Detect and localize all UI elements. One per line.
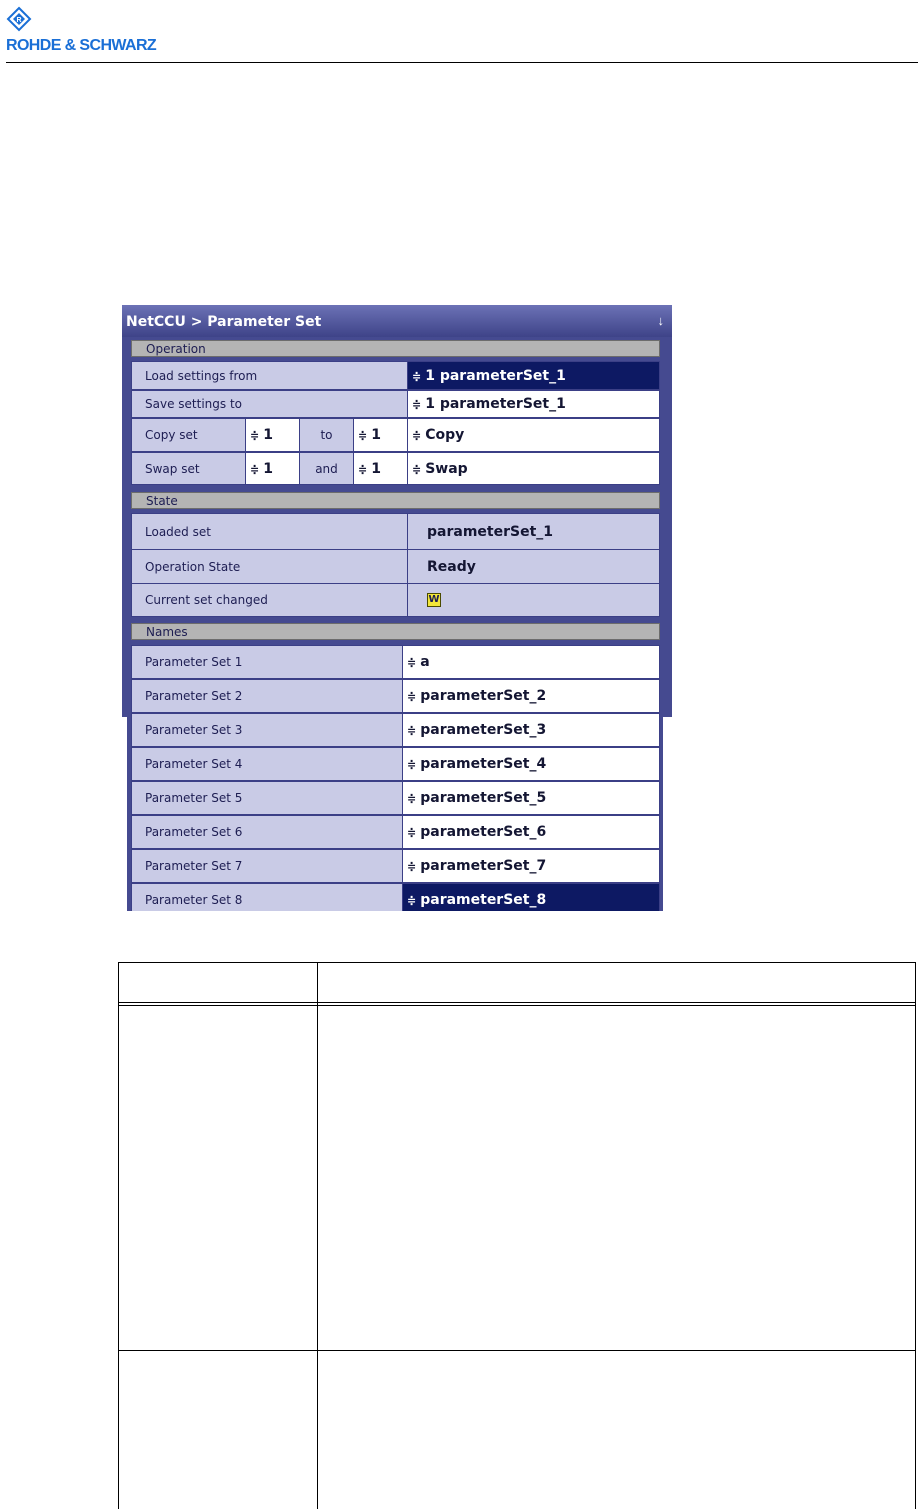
parameter-set-name-input[interactable]: ≑ parameterSet_5 [402,781,660,815]
spinner-icon: ≑ [412,369,422,383]
parameter-set-name-input[interactable]: ≑ parameterSet_4 [402,747,660,781]
save-settings-select[interactable]: ≑ 1 parameterSet_1 [407,390,660,418]
row-parameter-set-5 [131,781,660,815]
loaded-set-label: Loaded set [131,513,408,550]
rs-diamond-icon [6,6,32,34]
current-set-changed-label: Current set changed [131,583,408,617]
description-table [118,962,916,1509]
parameter-set-name-input[interactable]: ≑ parameterSet_7 [402,849,660,883]
copy-to-label: to [299,418,354,452]
section-title: State [146,494,178,508]
parameter-set-name-input[interactable]: ≑ parameterSet_2 [402,679,660,713]
section-header-state [131,492,660,509]
loaded-set-value: parameterSet_1 [407,513,660,550]
spinner-icon: ≑ [358,429,368,442]
row-copy-set [131,418,660,452]
row-parameter-set-2 [131,679,660,713]
brand-name: ROHDE & SCHWARZ [6,37,157,54]
row-parameter-set-6 [131,815,660,849]
swap-button[interactable]: ≑ Swap [407,452,660,485]
parameter-set-name-input[interactable]: ≑ a [402,645,660,679]
spinner-icon: ≑ [250,429,260,442]
section-header-operation [131,340,660,357]
panel-edge-left [122,717,127,911]
collapse-arrow-icon[interactable]: ↓ [657,313,664,328]
parameter-set-label: Parameter Set 3 [131,713,403,747]
panel-edge-right [663,717,672,911]
copy-from-select[interactable]: ≑ 1 [245,418,300,452]
table-row-divider [118,1350,916,1351]
header-rule [6,62,918,63]
swap-to-select[interactable]: ≑ 1 [353,452,408,485]
panel-title: NetCCU > Parameter Set [126,314,322,330]
operation-state-label: Operation State [131,549,408,584]
copy-to-select[interactable]: ≑ 1 [353,418,408,452]
spinner-icon: ≑ [407,758,417,771]
swap-and-label: and [299,452,354,485]
spinner-icon: ≑ [407,894,417,907]
netccu-parameter-set-panel [122,305,672,911]
row-parameter-set-4 [131,747,660,781]
operation-state-value: Ready [407,549,660,584]
swap-from-select[interactable]: ≑ 1 [245,452,300,485]
parameter-set-name-input[interactable]: ≑ parameterSet_3 [402,713,660,747]
section-title: Operation [146,342,206,356]
svg-text:R: R [16,17,22,24]
save-settings-label: Save settings to [131,390,408,418]
parameter-set-label: Parameter Set 2 [131,679,403,713]
row-loaded-set [131,513,660,550]
parameter-set-label: Parameter Set 6 [131,815,403,849]
spinner-icon: ≑ [407,656,417,669]
parameter-set-label: Parameter Set 7 [131,849,403,883]
row-parameter-set-8 [131,883,660,911]
copy-set-label: Copy set [131,418,246,452]
parameter-set-label: Parameter Set 8 [131,883,403,911]
spinner-icon: ≑ [407,690,417,703]
table-border-top [118,962,916,963]
swap-set-label: Swap set [131,452,246,485]
table-column-divider [317,962,318,1509]
spinner-icon: ≑ [412,429,422,442]
load-settings-select[interactable]: ≑ 1 parameterSet_1 [407,361,660,390]
spinner-icon: ≑ [407,826,417,839]
spinner-icon: ≑ [412,398,422,411]
row-operation-state [131,549,660,584]
parameter-set-label: Parameter Set 5 [131,781,403,815]
current-set-changed-cell [407,583,660,617]
spinner-icon: ≑ [250,462,260,476]
row-swap-set [131,452,660,485]
spinner-icon: ≑ [412,462,422,476]
section-header-names [131,623,660,640]
table-border-left [118,962,119,1509]
parameter-set-label: Parameter Set 1 [131,645,403,679]
spinner-icon: ≑ [407,724,417,737]
spinner-icon: ≑ [407,860,417,873]
row-parameter-set-1 [131,645,660,679]
load-settings-label: Load settings from [131,361,408,390]
table-header-rule-2 [118,1005,916,1006]
section-title: Names [146,625,188,639]
copy-button[interactable]: ≑ Copy [407,418,660,452]
table-border-right [915,962,916,1509]
parameter-set-label: Parameter Set 4 [131,747,403,781]
changed-warning-icon: W [428,594,440,605]
row-load-settings [131,361,660,390]
row-parameter-set-3 [131,713,660,747]
parameter-set-name-input[interactable]: ≑ parameterSet_8 [402,883,660,911]
spinner-icon: ≑ [358,462,368,476]
parameter-set-name-input[interactable]: ≑ parameterSet_6 [402,815,660,849]
row-current-set-changed [131,583,660,617]
row-save-settings [131,390,660,418]
spinner-icon: ≑ [407,792,417,805]
panel-titlebar [122,305,672,337]
table-header-rule-1 [118,1002,916,1003]
row-parameter-set-7 [131,849,660,883]
rohde-schwarz-logo [6,6,226,56]
